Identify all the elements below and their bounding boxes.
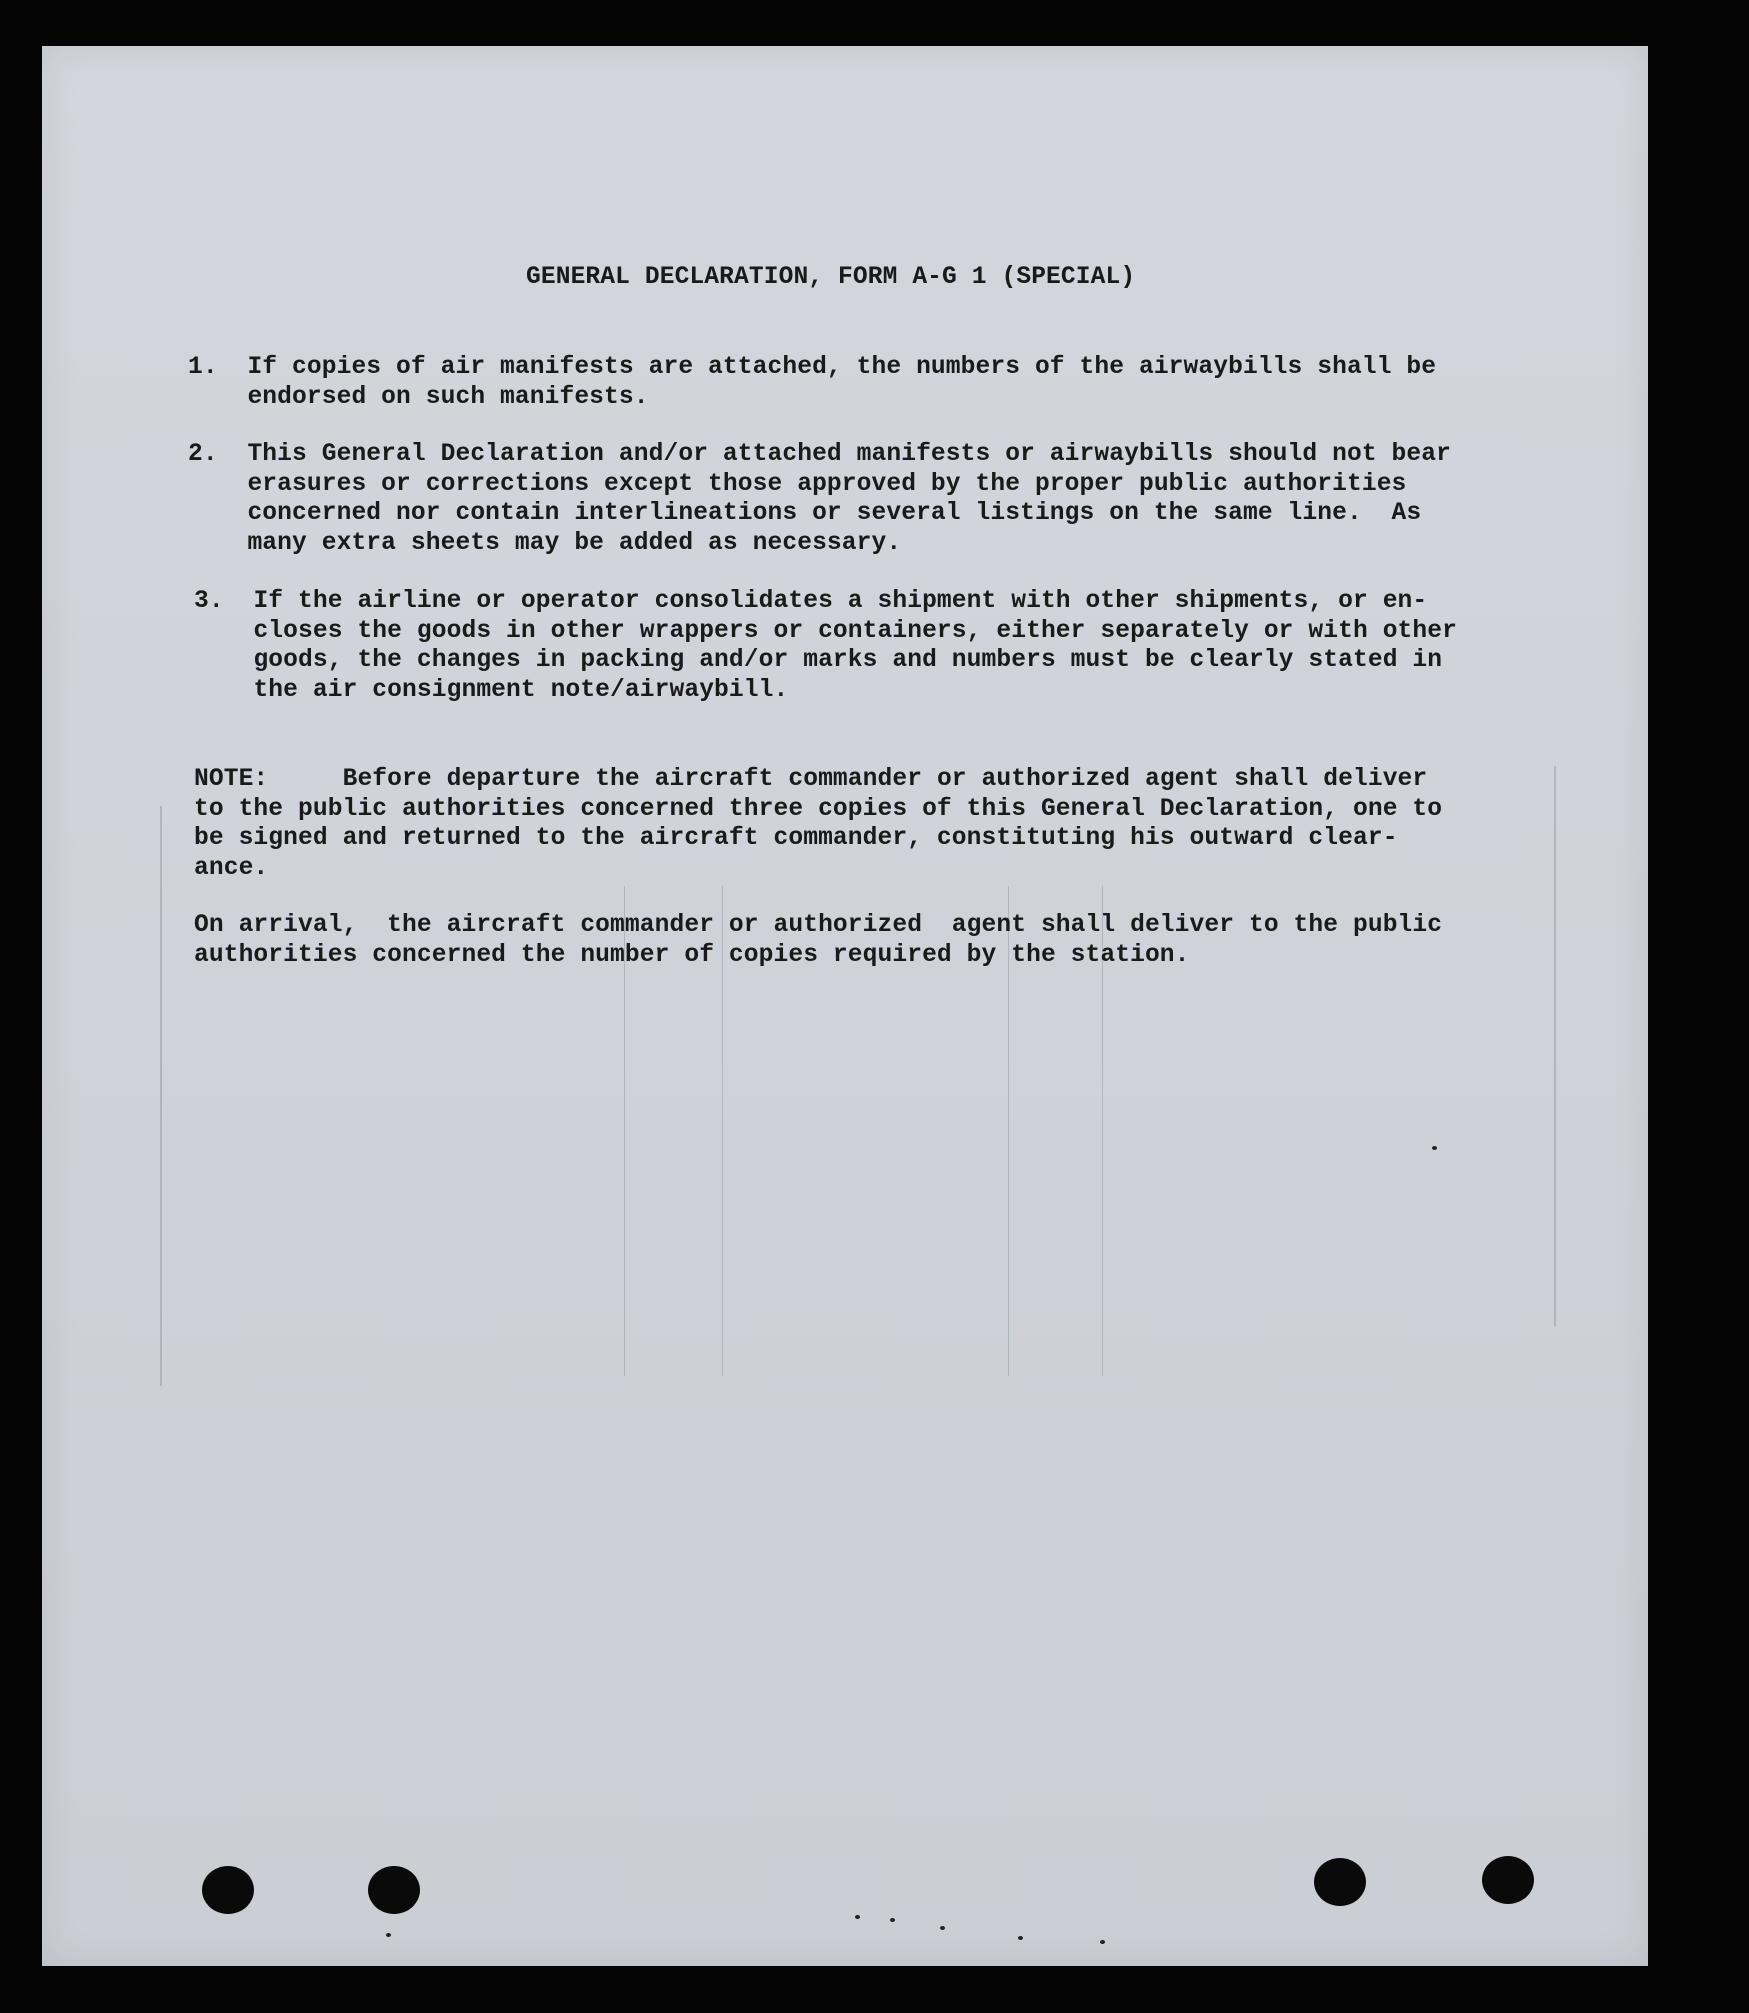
list-item-number: 1. [188,354,218,381]
list-item-2 [188,440,1451,558]
note-line: Before departure the aircraft commander or authorized agent shall deliver [342,766,1428,793]
list-item-line: This General Declaration and/or attached manifests or airwaybills should not bear [247,441,1451,468]
page-title: GENERAL DECLARATION, FORM A-G 1 (SPECIAL) [526,264,1136,291]
list-item-number: 3. [194,588,224,615]
speck [855,1915,860,1919]
note-line: be signed and returned to the aircraft commander, constituting his outward clear- [194,825,1398,852]
note-line: to the public authorities concerned three copies of this General Declaration, one to [194,795,1443,823]
speck [386,1933,391,1937]
list-item-3 [194,587,1457,705]
arrival-note [194,911,1442,970]
speck [1018,1936,1023,1940]
bleed-line-left [160,806,162,1386]
speck [940,1926,945,1930]
bleed-line-right [1554,766,1556,1326]
list-item-line: endorsed on such manifests. [247,383,649,411]
note-line: authorities concerned the number of copies required by the station. [194,941,1190,969]
list-item-line: erasures or corrections except those approved by the proper public authorities [247,470,1407,498]
paper-page [42,46,1648,1966]
list-item-line: the air consignment note/airwaybill. [253,676,789,704]
list-item-line: closes the goods in other wrappers or containers, either separately or with other [253,617,1457,645]
list-item-line: many extra sheets may be added as necessary. [247,529,902,557]
note-line: On arrival, the aircraft commander or authorized agent shall deliver to the public [194,912,1443,939]
list-item-line: If copies of air manifests are attached, the numbers of the airwaybills shall be [247,354,1437,381]
list-item-line: If the airline or operator consolidates a shipment with other shipments, or en- [253,588,1428,615]
speck [1432,1146,1437,1150]
list-item-line: concerned nor contain interlineations or several listings on the same line. As [247,500,1422,527]
list-item-1 [188,353,1436,412]
note-label: NOTE: [194,766,269,793]
speck [1100,1940,1105,1944]
list-item-number: 2. [188,441,218,468]
punch-hole-2 [368,1866,420,1914]
departure-note [194,765,1442,883]
list-item-line: goods, the changes in packing and/or marks and numbers must be clearly stated in [253,647,1443,674]
punch-hole-1 [202,1866,254,1914]
note-line: ance. [194,854,269,882]
punch-hole-4 [1482,1856,1534,1904]
punch-hole-3 [1314,1858,1366,1906]
speck [890,1918,895,1922]
